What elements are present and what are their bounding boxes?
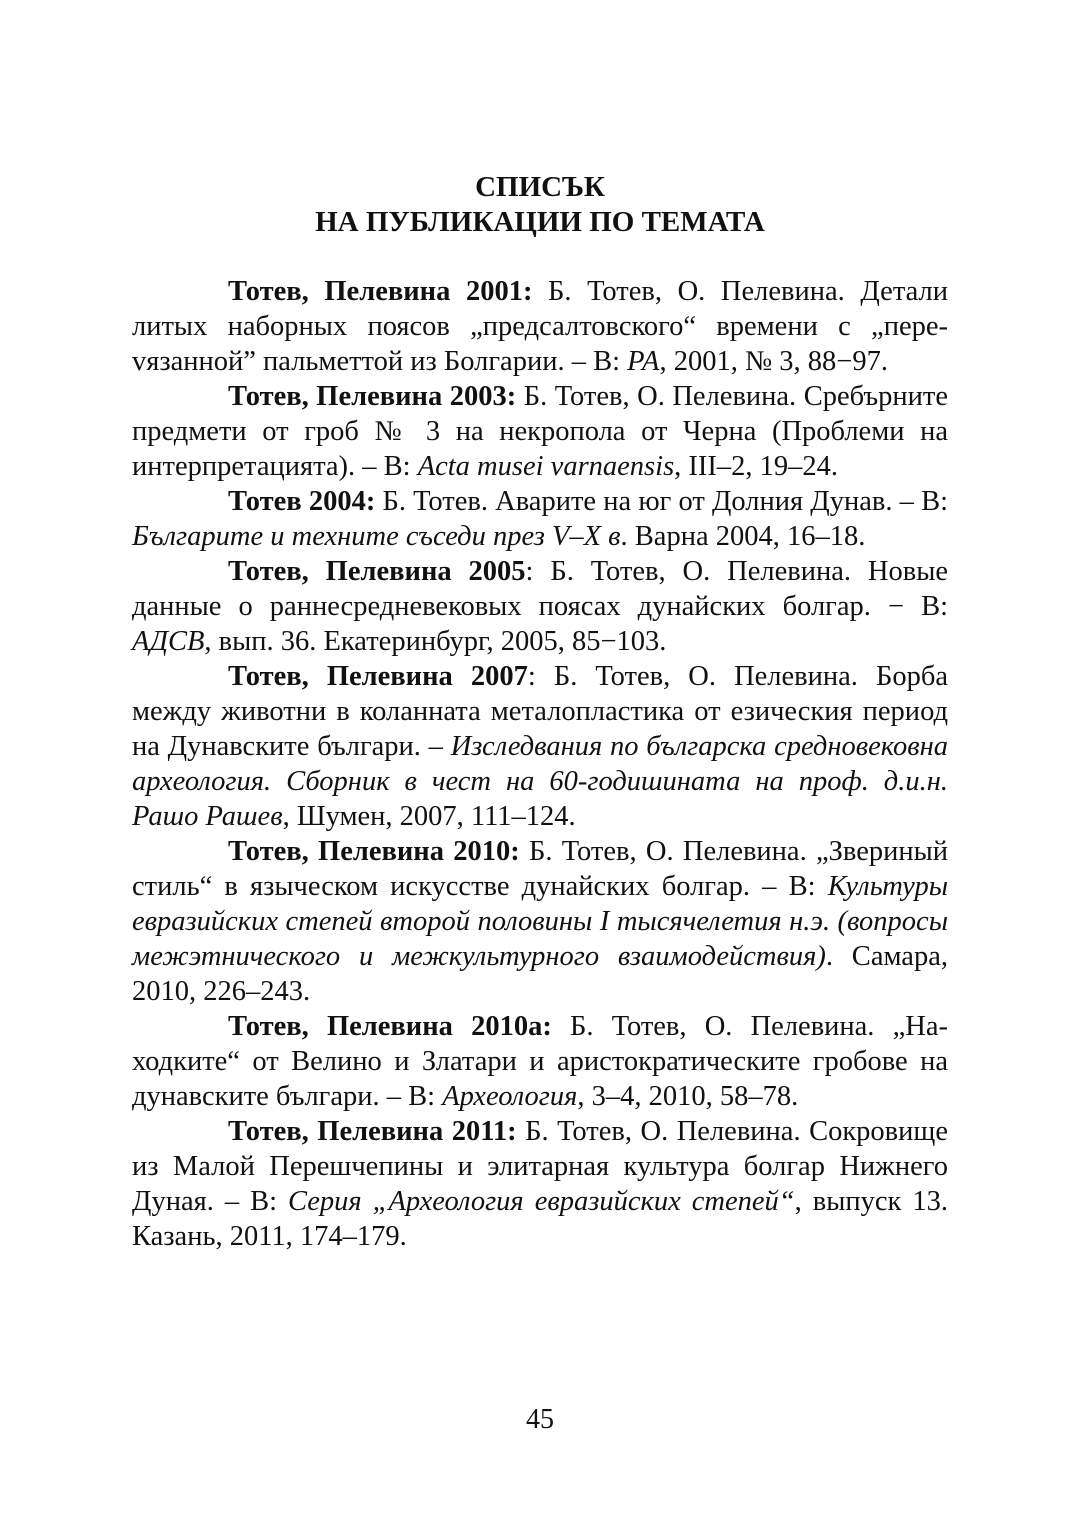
entry-text: : Б. Тотев, О. Пелевина. Борба между животни в коланната металопластика от езическия период на Дунавските българи. – — [132, 661, 949, 762]
page-heading — [0, 170, 1080, 240]
entry-details: , Шумен, 2007, 111–124. — [282, 801, 576, 832]
entry-author: Тотев, Пелевина 2001: — [228, 276, 533, 307]
entry-source: Серия „Археология евразийских степей“ — [288, 1186, 795, 1217]
entry-text: : Б. Тотев, О. Пелевина. Новые данные о раннесредневековых поясах дунайских болгар. − В: — [132, 556, 948, 622]
entry-source: Българите и техните съседи през V–X в — [132, 521, 621, 552]
heading-line-1: СПИСЪК — [475, 171, 605, 203]
entry-source: Культуры евразийских степей второй половины I тысячелетия н.э. (вопросы межэтнического и межкультурного взаимодействия) — [132, 871, 948, 972]
publication-entry — [132, 1009, 948, 1114]
publication-entry — [132, 554, 948, 659]
publication-entry — [132, 834, 948, 1009]
entry-author: Тотев, Пелевина 2007 — [228, 661, 528, 692]
publication-entry — [132, 484, 948, 554]
page-number: 45 — [526, 1404, 554, 1435]
heading-line-2: НА ПУБЛИКАЦИИ ПО ТЕМАТА — [315, 206, 765, 238]
entry-details: , вып. 36. Екатеринбург, 2005, 85−103. — [204, 626, 667, 657]
entry-source: Acta musei varnaensis — [417, 451, 675, 482]
entry-author: Тотев, Пелевина 2011: — [228, 1116, 517, 1147]
entry-source: АДСВ — [132, 626, 205, 657]
entry-text: Б. Тотев, О. Пелевина. Детали литых наборных поясов „предсалтовского“ времени с „переvязанной” пальметтой из Болгарии. – В: — [132, 276, 948, 377]
entry-details: , выпуск 13. Казань, 2011, 174–179. — [132, 1186, 948, 1252]
entry-text: Б. Тотев, О. Пелевина. „Звериный стиль“ в языческом искусстве дунайских болгар. – В: — [132, 836, 948, 902]
entry-author: Тотев, Пелевина 2010а: — [228, 1011, 552, 1042]
entry-text: Б. Тотев, О. Пелевина. Сокровище из Малой Перешчепины и элитарная культура болгар Нижнего Дуная. – В: — [132, 1116, 948, 1217]
entry-text: Б. Тотев. Аварите на юг от Долния Дунав. – В: — [375, 486, 948, 517]
publication-list — [132, 274, 948, 1254]
entry-text: Б. Тотев, О. Пелевина. Сребърните предмети от гроб № 3 на некропола от Черна (Проблеми на интерпретацията). – В: — [132, 381, 948, 482]
entry-details: , 3–4, 2010, 58–78. — [577, 1081, 799, 1112]
entry-details: . Варна 2004, 16–18. — [620, 521, 866, 552]
entry-author: Тотев, Пелевина 2003: — [228, 381, 517, 412]
entry-author: Тотев, Пелевина 2005 — [228, 556, 526, 587]
entry-details: , 2001, № 3, 88−97. — [659, 346, 888, 377]
entry-source: Археология — [442, 1081, 578, 1112]
entry-author: Тотев, Пелевина 2010: — [228, 836, 520, 867]
publication-entry — [132, 1114, 948, 1254]
publication-entry — [132, 379, 948, 484]
entry-author: Тотев 2004: — [228, 486, 376, 517]
entry-text: Б. Тотев, О. Пелевина. „Находките“ от Велино и Златари и аристократическите гробове на дунавските българи. – В: — [132, 1011, 948, 1112]
publication-entry — [132, 274, 948, 379]
entry-details: . Самара, 2010, 226–243. — [132, 941, 948, 1007]
entry-details: , III–2, 19–24. — [674, 451, 839, 482]
publication-entry — [132, 659, 948, 834]
entry-source: РА — [627, 346, 660, 377]
entry-source: Изследвания по българска средновековна археология. Сборник в чест на 60-годишината на проф. д.и.н. Рашо Рашев — [132, 731, 948, 832]
